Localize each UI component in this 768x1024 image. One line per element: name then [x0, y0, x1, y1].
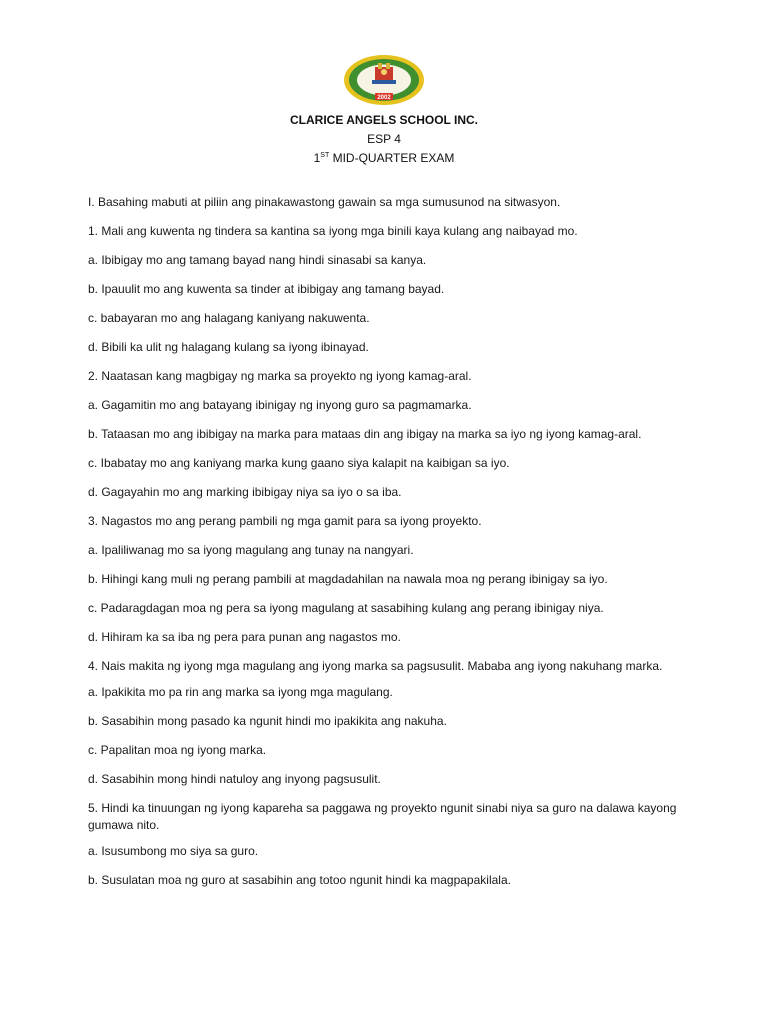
option-5a: a. Isusumbong mo siya sa guro. — [88, 844, 259, 858]
option-3b: b. Hihingi kang muli ng perang pambili at magdadahilan na nawala moa ng perang ibinigay sa iyo. — [88, 572, 608, 586]
question-2: 2. Naatasan kang magbigay ng marka sa proyekto ng iyong kamag-aral. — [88, 369, 472, 383]
option-3d: d. Hihiram ka sa iba ng pera para punan ang nagastos mo. — [88, 630, 401, 644]
option-4c: c. Papalitan moa ng iyong marka. — [88, 743, 267, 757]
option-3c: c. Padaragdagan moa ng pera sa iyong magulang at sasabihing kulang ang perang ibinigay niya. — [88, 601, 604, 615]
exam-body — [88, 194, 688, 901]
school-logo — [342, 53, 426, 107]
option-1b: b. Ipauulit mo ang kuwenta sa tinder at ibibigay ang tamang bayad. — [88, 282, 445, 296]
option-1a: a. Ibibigay mo ang tamang bayad nang hindi sinasabi sa kanya. — [88, 253, 427, 267]
question-4: 4. Nais makita ng iyong mga magulang ang iyong marka sa pagsusulit. Mababa ang iyong nakuhang marka. — [88, 659, 663, 673]
option-2c: c. Ibabatay mo ang kaniyang marka kung gaano siya kalapit na kaibigan sa iyo. — [88, 456, 510, 470]
option-1c: c. babayaran mo ang halagang kaniyang nakuwenta. — [88, 311, 370, 325]
question-5: 5. Hindi ka tinuungan ng iyong kapareha sa paggawa ng proyekto ngunit sinabi niya sa guro na dalawa kayong gumawa nito. — [88, 801, 677, 832]
svg-text:2002: 2002 — [377, 95, 391, 101]
option-4b: b. Sasabihin mong pasado ka ngunit hindi mo ipakikita ang nakuha. — [88, 714, 447, 728]
subject-title: ESP 4 — [367, 132, 401, 146]
option-4a: a. Ipakikita mo pa rin ang marka sa iyong mga magulang. — [88, 685, 393, 699]
instruction: I. Basahing mabuti at piliin ang pinakawastong gawain sa mga sumusunod na sitwasyon. — [88, 195, 561, 209]
option-3a: a. Ipaliliwanag mo sa iyong magulang ang tunay na nangyari. — [88, 543, 414, 557]
option-2d: d. Gagayahin mo ang marking ibibigay niya sa iyo o sa iba. — [88, 485, 402, 499]
school-name: CLARICE ANGELS SCHOOL INC. — [289, 113, 478, 127]
question-3: 3. Nagastos mo ang perang pambili ng mga gamit para sa iyong proyekto. — [88, 514, 482, 528]
option-2a: a. Gagamitin mo ang batayang ibinigay ng inyong guro sa pagmamarka. — [88, 398, 472, 412]
question-1: 1. Mali ang kuwenta ng tindera sa kantina sa iyong mga binili kaya kulang ang naibayad mo. — [88, 224, 578, 238]
exam-title: 1ST MID-QUARTER EXAM — [313, 151, 455, 165]
option-2b: b. Tataasan mo ang ibibigay na marka para mataas din ang ibigay na marka sa iyo ng iyong kamag-aral. — [88, 427, 642, 441]
option-1d: d. Bibili ka ulit ng halagang kulang sa iyong ibinayad. — [88, 340, 369, 354]
option-5b: b. Susulatan moa ng guro at sasabihin ang totoo ngunit hindi ka magpapakilala. — [88, 873, 511, 887]
option-4d: d. Sasabihin mong hindi natuloy ang inyong pagsusulit. — [88, 772, 381, 786]
